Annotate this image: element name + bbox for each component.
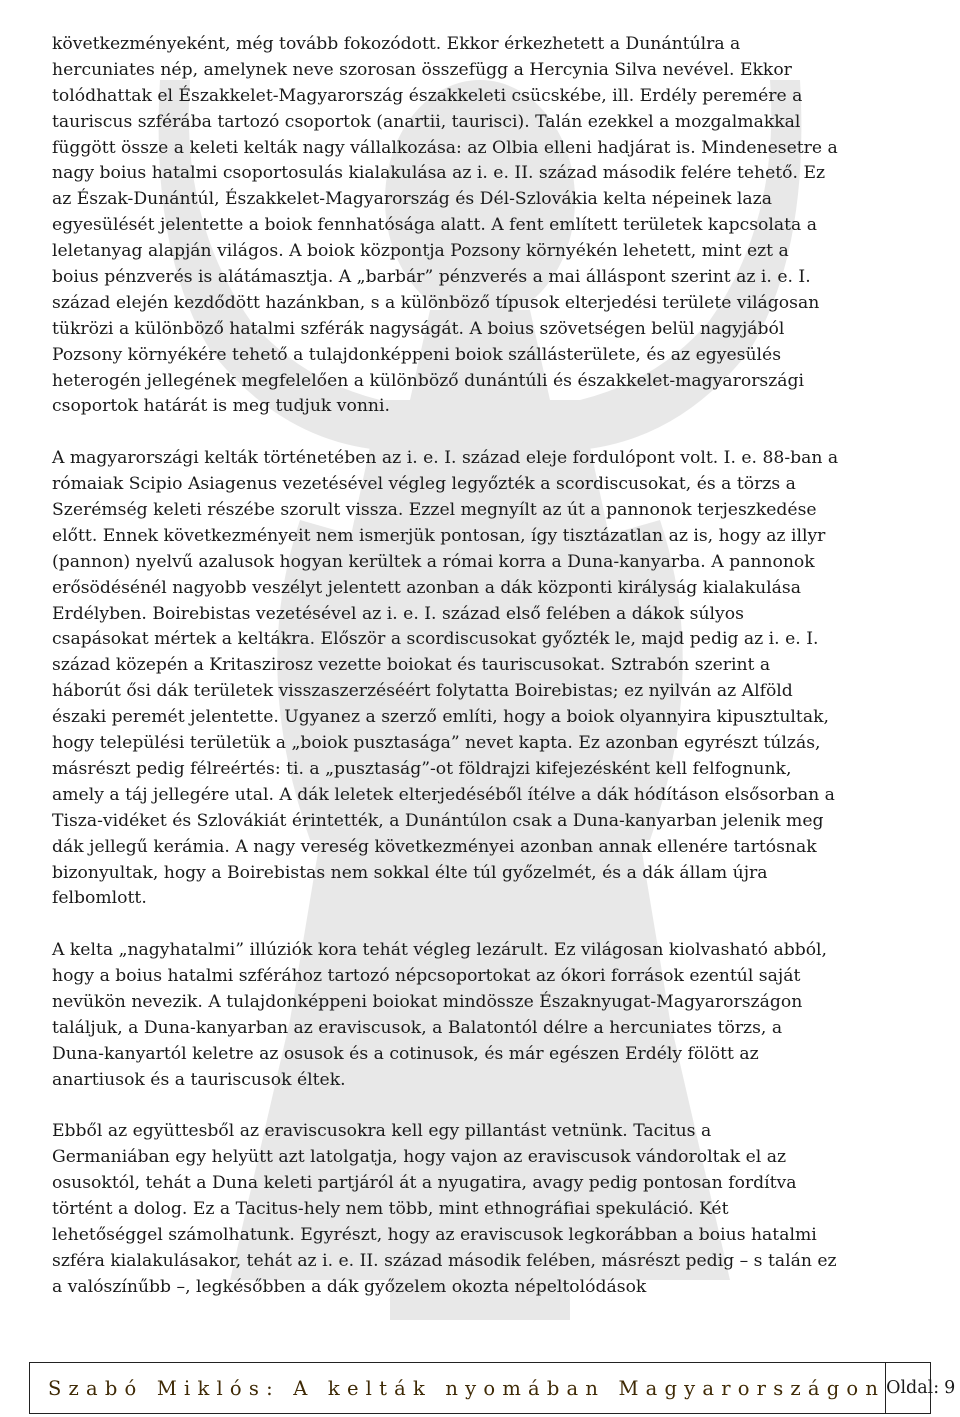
- text-line: Germaniában egy helyütt azt latolgatja, hogy vajon az eraviscusok vándoroltak el az: [52, 1147, 787, 1168]
- text-line: háborút ősi dák területek visszaszerzéséért folytatta Boirebistas; ez nyilván az Alföld: [52, 681, 793, 702]
- text-line: tolódhattak el Északkelet-Magyarország északkeleti csücskébe, ill. Erdély peremére a: [52, 85, 803, 106]
- paragraph-1: [52, 32, 904, 420]
- text-line: szféra kialakulásakor, tehát az i. e. II. század második felében, másrészt pedig – s talán ez: [52, 1250, 837, 1271]
- footer-book-title: Szabó Miklós: A kelták nyomában Magyarországon: [30, 1363, 886, 1413]
- paragraph-4: [52, 1119, 904, 1300]
- text-line: század közepén a Kritaszirosz vezette boiokat és tauriscusokat. Sztrabón szerint a: [52, 655, 771, 676]
- text-line: az Észak-Dunántúl, Északkelet-Magyarország és Dél-Szlovákia kelta népeinek laza: [52, 189, 772, 210]
- text-line: előtt. Ennek következményeit nem ismerjük pontosan, így tisztázatlan az is, hogy az illyr: [52, 525, 826, 546]
- text-line: Tisza-vidéket és Szlovákiát érintették, a Dunántúlon csak a Duna-kanyarban jelenik meg: [52, 810, 824, 831]
- text-line: találjuk, a Duna-kanyarban az eraviscusok, a Balatontól délre a hercuniates törzs, a: [52, 1017, 783, 1038]
- text-line: függött össze a keleti kelták nagy vállalkozása: az Olbia elleni hadjárat is. Mindenesetre a: [52, 137, 838, 158]
- text-line: nevükön nevezik. A tulajdonképpeni boiokat mindössze Északnyugat-Magyarországon: [52, 991, 803, 1012]
- text-line: egyesülését jelentette a boiok fennhatósága alatt. A fent említett területek kapcsolata a: [52, 215, 818, 236]
- text-line: A kelta „nagyhatalmi” illúziók kora tehát végleg lezárult. Ez világosan kiolvasható abból,: [52, 940, 828, 961]
- text-line: Duna-kanyartól keletre az osusok és a cotinusok, és már egészen Erdély fölött az: [52, 1043, 759, 1064]
- text-line: rómaiak Scipio Asiagenus vezetésével végleg legyőzték a scordiscusokat, és a törzs a: [52, 474, 796, 495]
- text-line: lehetőséggel számolhatunk. Egyrészt, hogy az eraviscusok legkorábban a boius hatalmi: [52, 1224, 817, 1245]
- text-line: történt a dolog. Ez a Tacitus-hely nem több, mint ethnográfiai spekuláció. Két: [52, 1199, 729, 1220]
- document-body: [52, 32, 904, 1301]
- paragraph-3: [52, 938, 904, 1093]
- text-line: Pozsony környékére tehető a tulajdonképpeni boiok szállásterülete, és az egyesülés: [52, 344, 782, 365]
- text-line: erősödésénél nagyobb veszélyt jelentett azonban a dák központi királyság kialakulása: [52, 577, 801, 598]
- text-line: a valószínűbb –, legkésőbben a dák győzelem okozta népeltolódások: [52, 1276, 647, 1297]
- text-line: heterogén jellegének megfelelően a különböző dunántúli és északkelet-magyarországi: [52, 370, 805, 391]
- text-line: dák jellegű kerámia. A nagy vereség következményei azonban annak ellenére tartósnak: [52, 836, 817, 857]
- text-line: bizonyultak, hogy a Boirebistas nem sokkal élte túl győzelmét, és a dák állam újra: [52, 862, 768, 883]
- text-line: csoportok határát is meg tudjuk vonni.: [52, 396, 390, 417]
- text-line: amely a táj jellegére utal. A dák leletek elterjedéséből ítélve a dák hódításon elsősorban a: [52, 784, 835, 805]
- text-line: leletanyag alapján világos. A boiok központja Pozsony környékén lehetett, mint ezt a: [52, 241, 789, 262]
- text-line: csapásokat mértek a keltákra. Először a scordiscusokat győzték le, majd pedig az i. e. I.: [52, 629, 819, 650]
- text-line: hogy települési területük a „boiok pusztasága” nevet kapta. Ez azonban egyrészt túlzás,: [52, 733, 821, 754]
- text-line: északi peremét jelentette. Ugyanez a szerző említi, hogy a boiok olyannyira kipusztultak,: [52, 707, 829, 728]
- text-line: Ebből az együttesből az eraviscusokra kell egy pillantást vetnünk. Tacitus a: [52, 1121, 712, 1142]
- page-label: Oldal:: [886, 1378, 940, 1398]
- text-line: tauriscus szférába tartozó csoportok (anartii, taurisci). Talán ezekkel a mozgalmakkal: [52, 111, 801, 132]
- text-line: anartiusok és a tauriscusok éltek.: [52, 1069, 346, 1090]
- text-line: (pannon) nyelvű azalusok hogyan kerültek a római korra a Duna-kanyarba. A pannonok: [52, 551, 815, 572]
- text-line: század elején kezdődött hazánkban, s a különböző típusok elterjedési területe világosan: [52, 292, 820, 313]
- text-line: hogy a boius hatalmi szférához tartozó népcsoportokat az ókori források ezentúl saját: [52, 966, 801, 987]
- text-line: következményeként, még tovább fokozódott. Ekkor érkezhetett a Dunántúlra a: [52, 34, 741, 54]
- text-line: A magyarországi kelták történetében az i. e. I. század eleje fordulópont volt. I. e. 88-ban a: [52, 448, 839, 469]
- text-line: boius pénzverés is alátámasztja. A „barbár” pénzverés a mai álláspont szerint az i. e. I.: [52, 267, 811, 288]
- text-line: tükrözi a különböző hatalmi szférák nagyságát. A boius szövetségen belül nagyjából: [52, 318, 785, 339]
- page-footer: [29, 1362, 956, 1414]
- text-line: hercuniates nép, amelynek neve szorosan összefügg a Hercynia Silva nevével. Ekkor: [52, 59, 792, 80]
- text-line: felbomlott.: [52, 888, 147, 909]
- text-line: Szerémség keleti részébe szorult vissza. Ezzel megnyílt az út a pannonok terjeszkedése: [52, 500, 817, 521]
- text-line: osusoktól, tehát a Duna keleti partjáról át a nyugatira, avagy pedig pontosan fordítva: [52, 1173, 797, 1194]
- footer-page-number: [886, 1363, 955, 1413]
- page-number: 9: [944, 1378, 956, 1398]
- text-line: másrészt pedig félreértés: ti. a „pusztaság”-ot földrajzi kifejezésként kell felfognunk,: [52, 758, 792, 779]
- paragraph-2: [52, 446, 904, 912]
- text-line: nagy boius hatalmi csoportosulás kialakulása az i. e. II. század második felére tehető. Ez: [52, 163, 826, 184]
- text-line: Erdélyben. Boirebistas vezetésével az i. e. I. század első felében a dákok súlyos: [52, 603, 744, 624]
